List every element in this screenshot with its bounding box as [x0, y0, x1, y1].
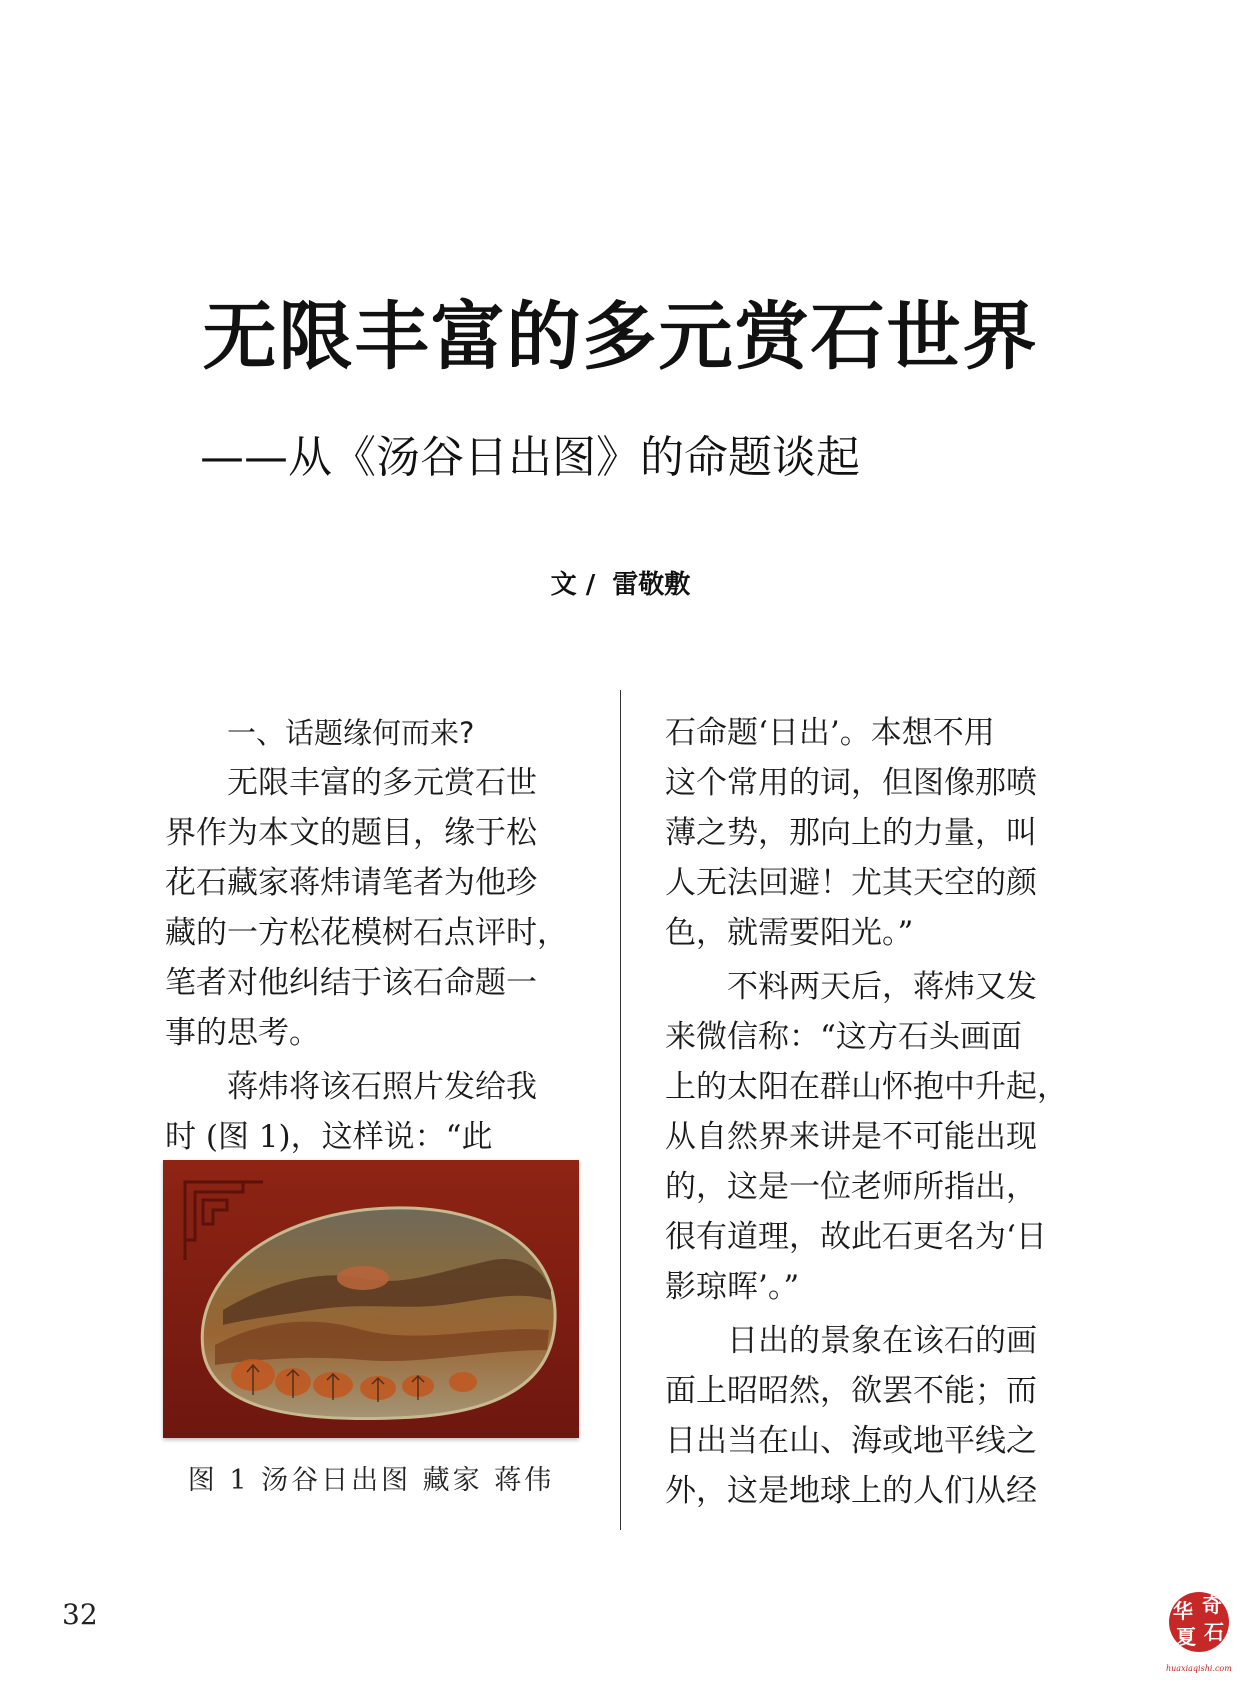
byline-prefix: 文 /: [550, 570, 596, 600]
logo-char-1: 华: [1173, 1599, 1193, 1623]
author-name: 雷敬敷: [612, 570, 691, 600]
text-line: 从自然界来讲是不可能出现: [665, 1119, 1037, 1155]
left-column: [165, 708, 577, 1162]
column-divider: [620, 690, 621, 1530]
article-subtitle: ——从《汤谷日出图》的命题谈起: [200, 432, 860, 483]
text-line: 石命题‘日出’。本想不用: [665, 715, 995, 751]
text-line: 上的太阳在群山怀抱中升起，: [665, 1069, 1068, 1105]
paragraph-1: [165, 758, 577, 1058]
text-line: 无限丰富的多元赏石世: [227, 765, 537, 801]
logo-char-2: 奇: [1202, 1593, 1222, 1617]
text-line: 影琼晖’。”: [665, 1269, 800, 1305]
logo-char-4: 石: [1204, 1620, 1224, 1644]
paragraph-3: [665, 1316, 1077, 1516]
text-line: 蒋炜将该石照片发给我: [227, 1069, 537, 1105]
text-line: 很有道理，故此石更名为‘日: [665, 1219, 1047, 1255]
text-line: 面上昭昭然，欲罢不能；而: [665, 1373, 1037, 1409]
paragraph-2: [165, 1062, 577, 1162]
paragraph-1: [665, 708, 1077, 958]
text-line: 花石藏家蒋炜请笔者为他珍: [165, 865, 537, 901]
text-line: 日出当在山、海或地平线之: [665, 1423, 1037, 1459]
page-number: 32: [62, 1598, 98, 1631]
text-line: 人无法回避！尤其天空的颜: [665, 865, 1037, 901]
text-line: 的，这是一位老师所指出，: [665, 1169, 1037, 1205]
text-line: 来微信称：“这方石头画面: [665, 1019, 1022, 1055]
logo-seal-icon: [1164, 1584, 1234, 1664]
text-line: 外，这是地球上的人们从经: [665, 1473, 1037, 1509]
article-title: 无限丰富的多元赏石世界: [202, 294, 1039, 380]
right-column: [665, 708, 1077, 1516]
logo-char-3: 夏: [1176, 1625, 1196, 1649]
text-line: 笔者对他纠结于该石命题一: [165, 965, 537, 1001]
text-line: 界作为本文的题目，缘于松: [165, 815, 537, 851]
section-heading: 一、话题缘何而来?: [227, 716, 475, 750]
logo-url: huaxiaqishi.com: [1166, 1664, 1232, 1673]
byline: [0, 564, 1241, 601]
figure-caption: 图 1 汤谷日出图 藏家 蒋伟: [187, 1465, 555, 1496]
text-line: 色，就需要阳光。”: [665, 915, 914, 951]
stone-illustration: [163, 1160, 579, 1438]
paragraph-2: [665, 962, 1077, 1312]
text-line: 日出的景象在该石的画: [727, 1323, 1037, 1359]
text-line: 时 (图 1)，这样说：“此: [165, 1119, 493, 1155]
text-line: 这个常用的词，但图像那喷: [665, 765, 1037, 801]
text-line: 藏的一方松花模树石点评时，: [165, 915, 568, 951]
text-line: 薄之势，那向上的力量，叫: [665, 815, 1037, 851]
text-line: 事的思考。: [165, 1015, 320, 1051]
stone-photo: [163, 1160, 579, 1438]
site-logo: [1164, 1584, 1234, 1674]
text-line: 不料两天后，蒋炜又发: [727, 969, 1037, 1005]
